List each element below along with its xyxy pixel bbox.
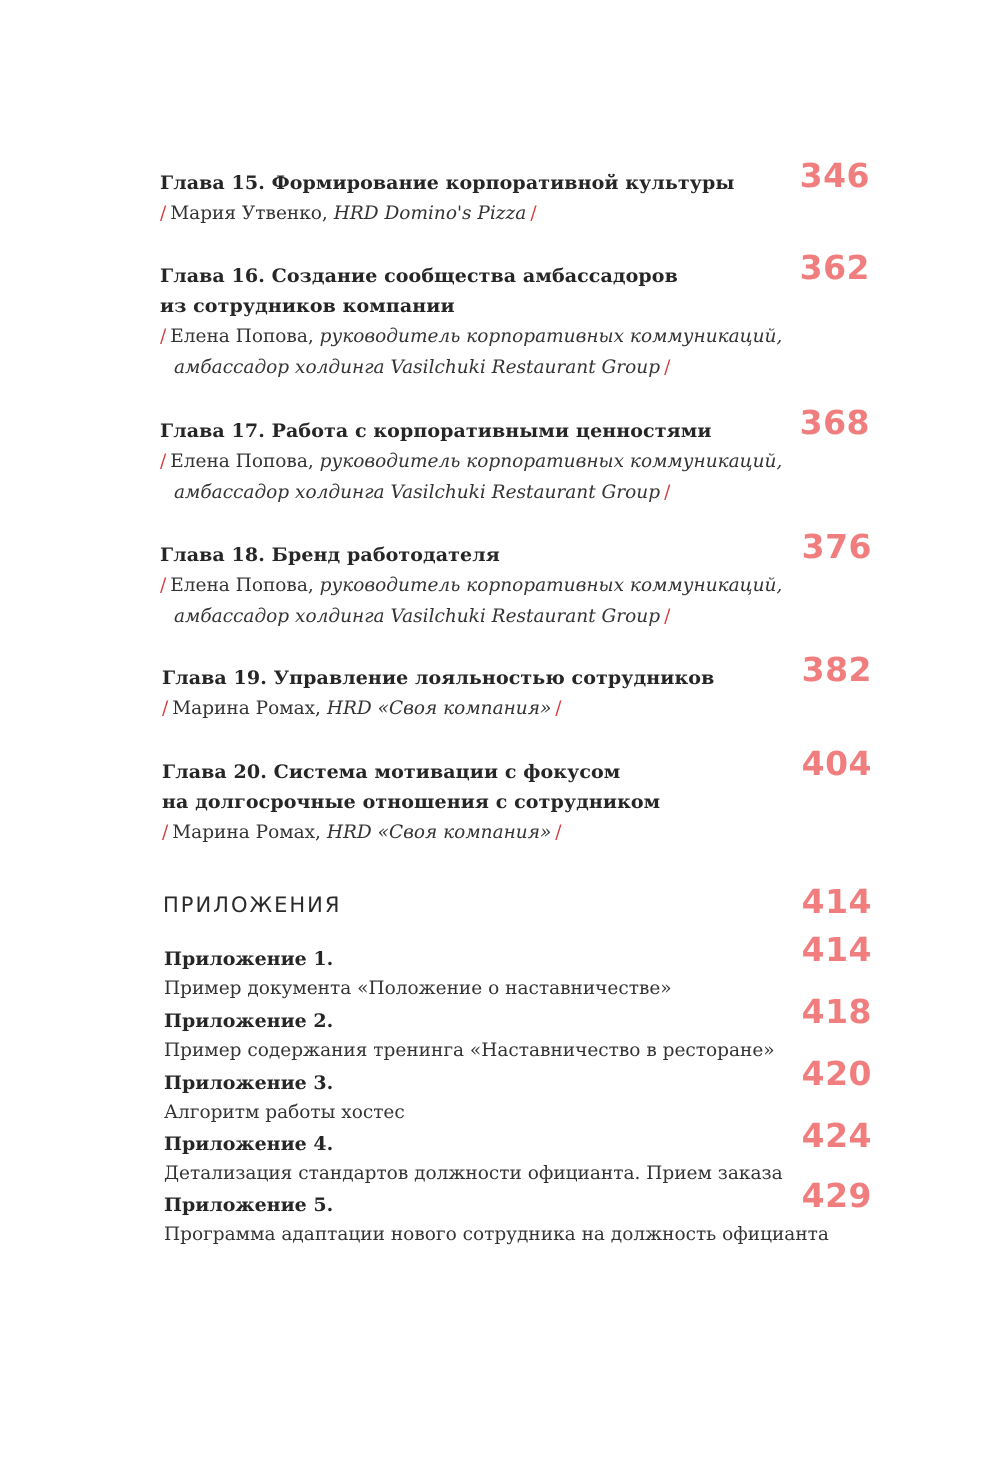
appendix-description: Пример документа «Положение о наставничестве» bbox=[164, 978, 672, 999]
page-number-chapter-15[interactable]: 346 bbox=[799, 156, 870, 195]
toc-entry-chapter-16[interactable] bbox=[160, 261, 800, 383]
appendix-description: Пример содержания тренинга «Наставничество в ресторане» bbox=[164, 1040, 775, 1061]
page-number-appendix-2[interactable]: 418 bbox=[801, 992, 872, 1031]
page-number-chapter-19[interactable]: 382 bbox=[801, 650, 872, 689]
toc-entry-chapter-20[interactable] bbox=[162, 757, 802, 848]
appendix-description: Алгоритм работы хостес bbox=[164, 1102, 405, 1123]
toc-entry-chapter-19[interactable] bbox=[162, 663, 802, 724]
chapter-title: Глава 19. Управление лояльностью сотрудников bbox=[162, 667, 715, 689]
chapter-title: Глава 16. Создание сообщества амбассадоров из сотрудников компании bbox=[160, 265, 678, 317]
page-number-chapter-18[interactable]: 376 bbox=[801, 527, 872, 566]
appendix-title: Приложение 4. bbox=[164, 1133, 334, 1155]
appendices-heading[interactable]: ПРИЛОЖЕНИЯ bbox=[163, 893, 342, 917]
page-number-appendices[interactable]: 414 bbox=[801, 882, 872, 921]
page-number-appendix-1[interactable]: 414 bbox=[801, 930, 872, 969]
toc-entry-chapter-17[interactable] bbox=[160, 416, 800, 508]
chapter-author: / Елена Попова, руководитель корпоративных коммуникаций, амбассадор холдинга Vasilchuki Restaurant Group / bbox=[160, 326, 783, 378]
appendix-title: Приложение 5. bbox=[164, 1194, 334, 1216]
chapter-title: Глава 17. Работа с корпоративными ценностями bbox=[160, 420, 712, 442]
chapter-author: / Марина Ромах, HRD «Своя компания» / bbox=[162, 698, 562, 719]
chapter-author: / Мария Утвенко, HRD Domino's Pizza / bbox=[160, 203, 537, 224]
chapter-title: Глава 20. Система мотивации с фокусом на долгосрочные отношения с сотрудником bbox=[162, 761, 661, 813]
page-number-appendix-5[interactable]: 429 bbox=[801, 1176, 872, 1215]
appendix-description: Программа адаптации нового сотрудника на должность официанта bbox=[164, 1224, 829, 1245]
appendix-title: Приложение 2. bbox=[164, 1010, 334, 1032]
toc-entry-chapter-15[interactable] bbox=[160, 168, 800, 229]
page-number-appendix-3[interactable]: 420 bbox=[801, 1054, 872, 1093]
appendix-description: Детализация стандартов должности официанта. Прием заказа bbox=[164, 1163, 783, 1184]
appendix-title: Приложение 3. bbox=[164, 1072, 334, 1094]
chapter-title: Глава 18. Бренд работодателя bbox=[160, 544, 500, 566]
chapter-title: Глава 15. Формирование корпоративной культуры bbox=[160, 172, 735, 194]
chapter-author: / Елена Попова, руководитель корпоративных коммуникаций, амбассадор холдинга Vasilchuki Restaurant Group / bbox=[160, 451, 783, 503]
chapter-author: / Марина Ромах, HRD «Своя компания» / bbox=[162, 822, 562, 843]
toc-entry-chapter-18[interactable] bbox=[160, 540, 800, 632]
page-number-appendix-4[interactable]: 424 bbox=[801, 1116, 872, 1155]
chapter-author: / Елена Попова, руководитель корпоративных коммуникаций, амбассадор холдинга Vasilchuki Restaurant Group / bbox=[160, 575, 783, 627]
appendix-title: Приложение 1. bbox=[164, 948, 334, 970]
page-number-chapter-17[interactable]: 368 bbox=[799, 403, 870, 442]
page-number-chapter-20[interactable]: 404 bbox=[801, 744, 872, 783]
page-number-chapter-16[interactable]: 362 bbox=[799, 248, 870, 287]
